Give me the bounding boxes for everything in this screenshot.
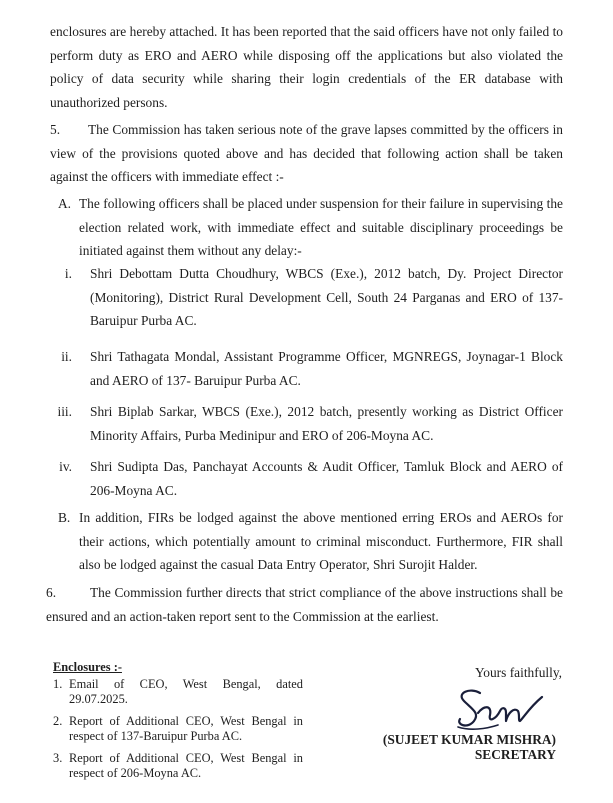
paragraph-6-number: 6. (46, 585, 57, 600)
enclosure-item-3-text: Report of Additional CEO, West Bengal in respect of 206-Moyna AC. (69, 751, 303, 780)
section-b (58, 506, 563, 577)
enclosure-item-3 (53, 751, 303, 781)
paragraph-6-text: The Commission further directs that strict compliance of the above instructions shall be ensured and an action-taken report sent to the Commission at the earliest. (46, 585, 563, 624)
section-b-text: In addition, FIRs be lodged against the above mentioned erring EROs and AEROs for their actions, which potentially amount to criminal misconduct. Furthermore, FIR shall also be lodged against the casual Data Entry Operator, Shri Surojit Halder. (79, 510, 563, 572)
officer-item-4 (48, 455, 563, 502)
paragraph-5-text: The Commission has taken serious note of the grave lapses committed by the officers in view of the provisions quoted above and has decided that following action shall be taken against the officers with immediate effect :- (50, 122, 563, 184)
paragraph-5-number: 5. (50, 122, 61, 137)
officer-item-1-mark: i. (64, 266, 72, 281)
officer-item-1-text: Shri Debottam Dutta Choudhury, WBCS (Exe.), 2012 batch, Dy. Project Director (Monitoring), District Rural Development Cell, South 24 Parganas and ERO of 137- Baruipur Purba AC. (90, 266, 563, 328)
enclosure-item-2-number: 2. (53, 714, 63, 728)
officer-item-2 (48, 345, 563, 392)
enclosure-item-1-text: Email of CEO, West Bengal, dated 29.07.2025. (69, 677, 303, 706)
officer-item-3 (48, 400, 563, 447)
enclosure-item-2 (53, 714, 303, 744)
enclosures-title: Enclosures :- (53, 660, 122, 674)
paragraph-6 (46, 581, 563, 628)
officer-item-3-text: Shri Biplab Sarkar, WBCS (Exe.), 2012 batch, presently working as District Officer Minority Affairs, Purba Medinipur and ERO of 206-Moyna AC. (90, 404, 563, 443)
officer-item-1 (48, 262, 563, 333)
enclosures-block (53, 660, 303, 788)
officer-item-2-text: Shri Tathagata Mondal, Assistant Programme Officer, MGNREGS, Joynagar-1 Block and AERO of 137- Baruipur Purba AC. (90, 349, 563, 388)
section-a-text: The following officers shall be placed under suspension for their failure in supervising the election related work, with immediate effect and suitable disciplinary proceedings be initiated against them without any delay:- (79, 196, 563, 258)
signatory-designation: SECRETARY (474, 747, 556, 762)
intro-paragraph (50, 20, 563, 114)
enclosure-item-2-text: Report of Additional CEO, West Bengal in respect of 137-Baruipur Purba AC. (69, 714, 303, 743)
enclosure-item-1-number: 1. (53, 677, 63, 691)
section-a (58, 192, 563, 263)
officer-item-2-mark: ii. (61, 349, 72, 364)
intro-text: enclosures are hereby attached. It has been reported that the said officers have not only failed to perform duty as ERO and AERO while disposing off the applications but also violated the policy of data security while sharing their login credentials of the ER database with unauthorized persons. (50, 24, 563, 110)
officer-item-4-mark: iv. (59, 459, 72, 474)
section-b-mark: B. (58, 510, 71, 525)
enclosure-item-3-number: 3. (53, 751, 63, 765)
handwritten-signature (450, 683, 560, 735)
signatory-name: (SUJEET KUMAR MISHRA) (382, 732, 556, 747)
enclosure-item-1 (53, 677, 303, 707)
section-a-mark: A. (58, 196, 72, 211)
closing-text: Yours faithfully, (474, 665, 562, 680)
officer-item-3-mark: iii. (57, 404, 72, 419)
officer-item-4-text: Shri Sudipta Das, Panchayat Accounts & Audit Officer, Tamluk Block and AERO of 206-Moyna AC. (90, 459, 563, 498)
paragraph-5 (50, 118, 563, 189)
